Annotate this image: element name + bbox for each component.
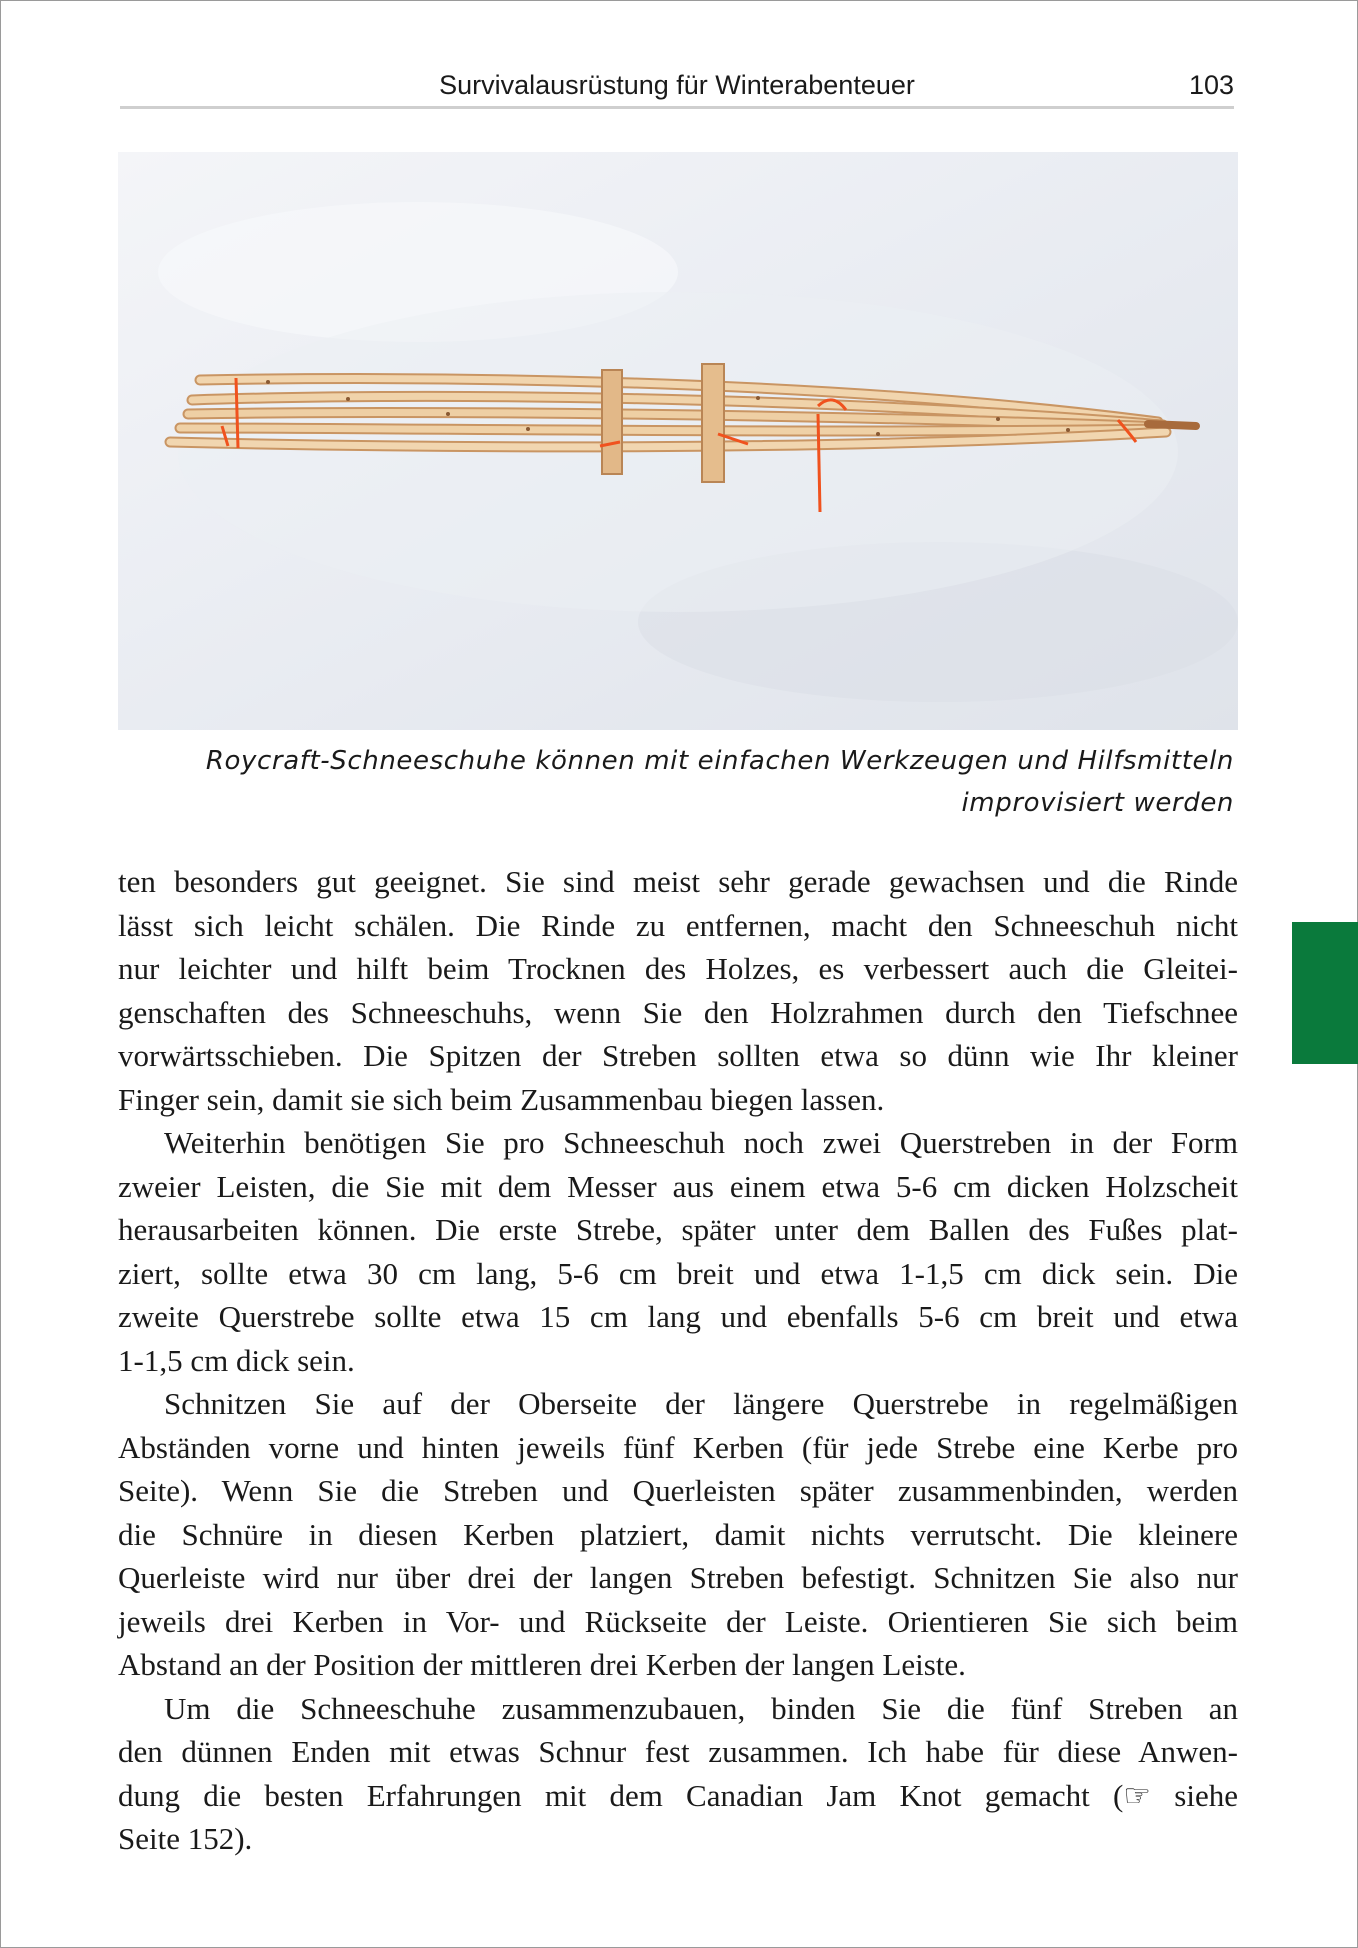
text-line: herausarbeiten können. Die erste Strebe, später unter dem Ballen des Fußes plat- bbox=[118, 1212, 1238, 1247]
text-line: jeweils drei Kerben in Vor- und Rückseite der Leiste. Orientieren Sie sich beim bbox=[118, 1603, 1238, 1639]
text-line: Schnitzen Sie auf der Oberseite der längere Querstrebe in regelmäßigen bbox=[164, 1386, 1238, 1421]
text-line: zweite Querstrebe sollte etwa 15 cm lang und ebenfalls 5-6 cm breit und etwa bbox=[118, 1299, 1238, 1334]
text-line: Seite). Wenn Sie die Streben und Querleisten später zusammenbinden, werden bbox=[118, 1473, 1238, 1508]
paragraph-1 bbox=[118, 860, 1238, 1121]
text-line: 1-1,5 cm dick sein. bbox=[118, 1342, 355, 1378]
paragraph-4 bbox=[118, 1687, 1238, 1861]
text-line: Abstand an der Position der mittleren drei Kerben der langen Leiste. bbox=[118, 1647, 966, 1682]
text-line: genschaften des Schneeschuhs, wenn Sie den Holzrahmen durch den Tiefschnee bbox=[118, 994, 1238, 1030]
text-line: Finger sein, damit sie sich beim Zusammenbau biegen lassen. bbox=[118, 1081, 885, 1117]
photo-caption bbox=[118, 740, 1234, 824]
text-line: die Schnüre in diesen Kerben platziert, damit nichts verrutscht. Die kleinere bbox=[118, 1516, 1238, 1552]
chapter-tab bbox=[1292, 922, 1358, 1064]
text-line: Querleiste wird nur über drei der langen Streben befestigt. Schnitzen Sie also nur bbox=[118, 1560, 1238, 1595]
running-title: Survivalausrüstung für Winterabenteuer bbox=[439, 70, 915, 100]
paragraph-3 bbox=[118, 1382, 1238, 1687]
text-line: dung die besten Erfahrungen mit dem Canadian Jam Knot gemacht (☞ siehe bbox=[118, 1777, 1238, 1813]
paragraph-2 bbox=[118, 1121, 1238, 1382]
text-line: Abständen vorne und hinten jeweils fünf Kerben (für jede Strebe eine Kerbe pro bbox=[118, 1429, 1238, 1465]
text-line: Seite 152). bbox=[118, 1821, 253, 1856]
body-text bbox=[118, 860, 1238, 1861]
caption-line-1: Roycraft-Schneeschuhe können mit einfachen Werkzeugen und Hilfsmitteln bbox=[205, 746, 1234, 776]
text-line: ziert, sollte etwa 30 cm lang, 5-6 cm breit und etwa 1-1,5 cm dick sein. Die bbox=[118, 1255, 1238, 1291]
text-line: Weiterhin benötigen Sie pro Schneeschuh noch zwei Querstreben in der Form bbox=[164, 1125, 1238, 1160]
caption-line-2: improvisiert werden bbox=[961, 788, 1234, 818]
text-line: vorwärtsschieben. Die Spitzen der Streben sollten etwa so dünn wie Ihr kleiner bbox=[118, 1038, 1238, 1073]
text-line: nur leichter und hilft beim Trocknen des Holzes, es verbessert auch die Gleitei- bbox=[118, 951, 1238, 986]
snowshoe-photo bbox=[118, 152, 1238, 730]
page-number: 103 bbox=[1188, 70, 1234, 100]
text-line: ten besonders gut geeignet. Sie sind meist sehr gerade gewachsen und die Rinde bbox=[118, 864, 1238, 899]
text-line: Um die Schneeschuhe zusammenzubauen, binden Sie die fünf Streben an bbox=[164, 1690, 1238, 1726]
text-line: den dünnen Enden mit etwas Schnur fest zusammen. Ich habe für diese Anwen- bbox=[118, 1734, 1238, 1769]
running-header bbox=[120, 66, 1234, 109]
snowshoe-frame-icon bbox=[118, 152, 1238, 730]
text-line: zweier Leisten, die Sie mit dem Messer aus einem etwa 5-6 cm dicken Holzscheit bbox=[118, 1168, 1238, 1204]
text-line: lässt sich leicht schälen. Die Rinde zu entfernen, macht den Schneeschuh nicht bbox=[118, 907, 1238, 943]
